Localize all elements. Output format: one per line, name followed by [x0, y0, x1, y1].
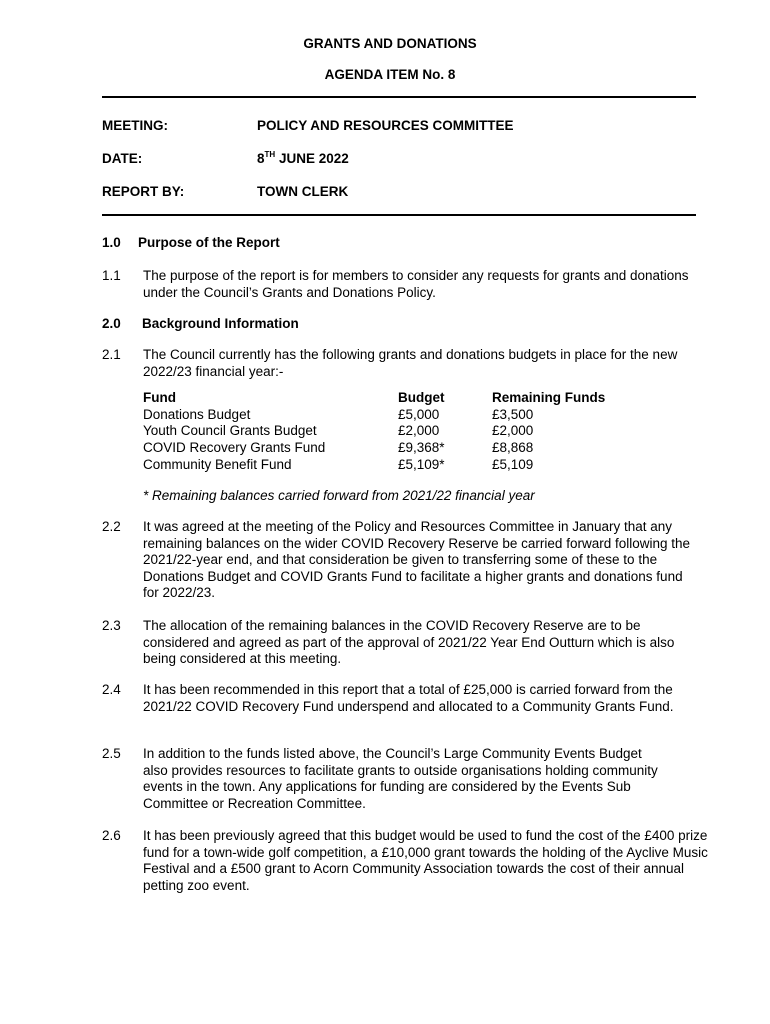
paragraph-text: In addition to the funds listed above, the Council’s Large Community Events Budget also provides resources to facilitate grants to outside organisations holding community events in the town. Any applications for funding are considered by the Events Sub Committee or Recreation Committee.: [143, 746, 658, 811]
fund-name-cell: Community Benefit Fund: [143, 456, 292, 472]
fund-name-cell: Donations Budget: [143, 406, 251, 422]
bottom-divider: [102, 214, 696, 216]
document-title: GRANTS AND DONATIONS: [303, 36, 477, 51]
meeting-value: POLICY AND RESOURCES COMMITTEE: [257, 118, 514, 133]
top-divider: [102, 96, 696, 98]
date-label: DATE:: [102, 151, 143, 166]
paragraph-number: 2.5: [102, 746, 121, 761]
date-rest: JUNE 2022: [275, 151, 349, 166]
paragraph-text: It has been previously agreed that this budget would be used to fund the cost of the £400 prize fund for a town-wide golf competition, a £10,000 grant towards the holding of the Ayclive Music Festival and a £500 grant to Acorn Community Association towards the cost of their annual petting zoo event.: [143, 828, 708, 893]
fund-name-cell: Youth Council Grants Budget: [143, 423, 317, 439]
paragraph-number: 2.4: [102, 682, 121, 697]
column-header-fund: Fund: [143, 390, 176, 405]
budget-cell: £9,368*: [398, 440, 445, 456]
report-by-label: REPORT BY:: [102, 184, 185, 199]
agenda-item: AGENDA ITEM No. 8: [324, 67, 456, 82]
remaining-cell: £8,868: [492, 440, 534, 456]
budget-cell: £5,109*: [398, 456, 445, 472]
budget-cell: £2,000: [398, 423, 440, 439]
paragraph-text: It has been recommended in this report that a total of £25,000 is carried forward from the 2021/22 COVID Recovery Fund underspend and allocated to a Community Grants Fund.: [143, 682, 674, 714]
section-number: 2.0: [102, 316, 121, 331]
paragraph-number: 2.6: [102, 828, 121, 843]
date-day: 8: [257, 151, 265, 166]
paragraph-text: The Council currently has the following grants and donations budgets in place for the new 2022/23 financial year:-: [143, 347, 678, 379]
date-suffix: TH: [264, 150, 276, 159]
meeting-label: MEETING:: [102, 118, 168, 133]
report-by-value: TOWN CLERK: [257, 184, 349, 199]
paragraph-number: 2.3: [102, 618, 121, 633]
date-value: [257, 151, 349, 166]
paragraph-number: 2.1: [102, 347, 121, 362]
fund-name-cell: COVID Recovery Grants Fund: [143, 440, 326, 456]
paragraph-text: The allocation of the remaining balances in the COVID Recovery Reserve are to be considered and agreed as part of the approval of 2021/22 Year End Outturn which is also being considered at this meeting.: [143, 618, 675, 667]
paragraph-text: The purpose of the report is for members to consider any requests for grants and donations under the Council’s Grants and Donations Policy.: [143, 268, 689, 300]
remaining-cell: £3,500: [492, 406, 534, 422]
column-header-budget: Budget: [398, 390, 445, 405]
remaining-cell: £5,109: [492, 456, 534, 472]
section-heading: Purpose of the Report: [138, 235, 280, 250]
column-header-remaining: Remaining Funds: [492, 390, 606, 405]
table-footnote: * Remaining balances carried forward from 2021/22 financial year: [143, 488, 535, 503]
paragraph-number: 2.2: [102, 519, 121, 534]
paragraph-number: 1.1: [102, 268, 121, 283]
section-number: 1.0: [102, 235, 121, 250]
paragraph-text: It was agreed at the meeting of the Policy and Resources Committee in January that any remaining balances on the wider COVID Recovery Reserve be carried forward following the 2021/22-year end, and that consideration be given to transferring some of these to the Donations Budget and COVID Grants Fund to facilitate a higher grants and donations fund for 2022/23.: [143, 519, 691, 601]
budget-cell: £5,000: [398, 406, 440, 422]
section-heading: Background Information: [142, 316, 299, 331]
remaining-cell: £2,000: [492, 423, 534, 439]
